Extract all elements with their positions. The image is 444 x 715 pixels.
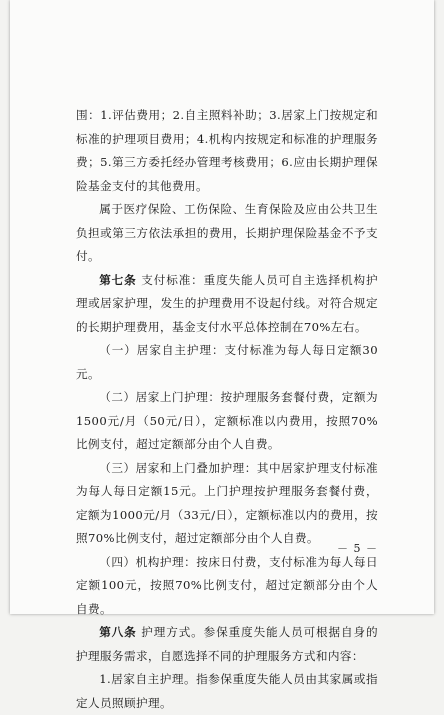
paragraph-institutional-care: （四）机构护理：按床日付费，支付标准为每人每日定额100元，按照70%比例支付，超过定额部分由个人自费。 bbox=[76, 554, 378, 616]
paragraph-combined-care: （三）居家和上门叠加护理：其中居家护理支付标准为每人每日定额15元。上门护理按护理服务套餐付费，定额为1000元/月（33元/日），定额标准以内的费用，按照70%比例支付，超过定额部分由个人自费。 bbox=[76, 460, 378, 545]
document-page bbox=[10, 0, 434, 710]
paragraph-article-8: 第八条 护理方式。参保重度失能人员可根据自身的护理服务需求，自愿选择不同的护理服务方式和内容： bbox=[76, 625, 379, 663]
article-heading: 第八条 bbox=[99, 625, 137, 639]
document-body bbox=[76, 104, 378, 715]
paragraph-excluded-costs: 属于医疗保险、工伤保险、生育保险及应由公共卫生负担或第三方依法承担的费用，长期护理保险基金不予支付。 bbox=[76, 202, 378, 263]
paragraph-home-visit-care: （二）居家上门护理：按护理服务套餐付费，定额为1500元/月（50元/日），定额标准以内费用，按照70%比例支付，超过定额部分由个人自费。 bbox=[76, 390, 378, 451]
paragraph-scope-list: 围：1.评估费用；2.自主照料补助；3.居家上门按规定和标准的护理项目费用；4.机构内按规定和标准的护理服务费；5.第三方委托经办管理考核费用；6.应由长期护理保险基金支付的其他费用。 bbox=[76, 108, 378, 193]
article-heading: 第七条 bbox=[99, 272, 137, 287]
paragraph-article-7: 第七条 支付标准：重度失能人员可自主选择机构护理或居家护理，发生的护理费用不设起付线。对符合规定的长期护理费用，基金支付水平总体控制在70%左右。 bbox=[76, 272, 379, 334]
paragraph-home-self-care: （一）居家自主护理：支付标准为每人每日定额30元。 bbox=[76, 343, 378, 381]
page-number: － 5 － bbox=[337, 542, 378, 555]
paragraph-self-care-definition: 1.居家自主护理。指参保重度失能人员由其家属或指定人员照顾护理。 bbox=[76, 672, 378, 710]
